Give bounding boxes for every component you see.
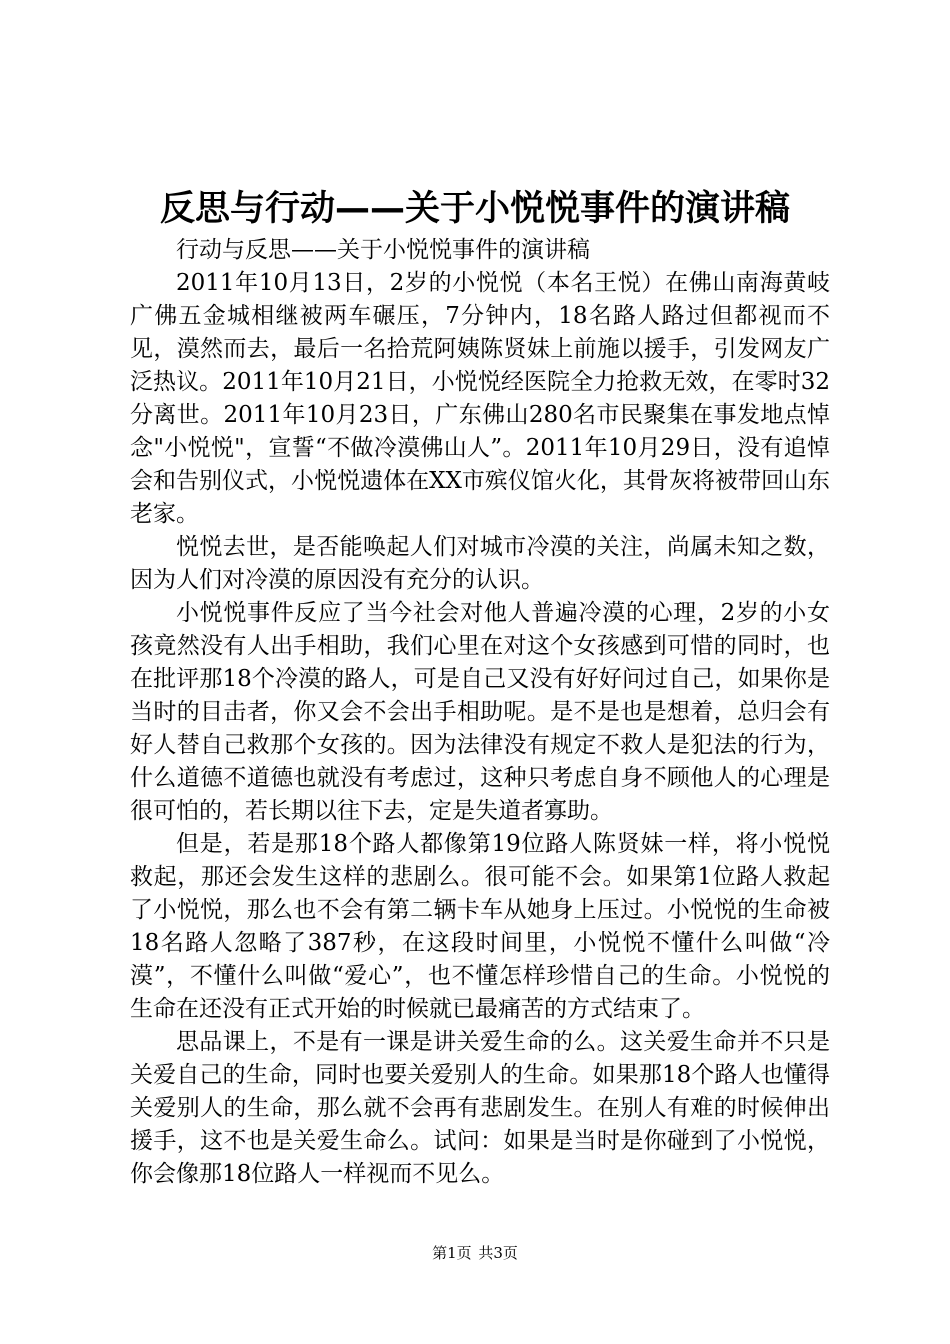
- page-footer: 第1页 共3页: [432, 1244, 518, 1262]
- paragraph-cherish-life: 思品课上，不是有一课是讲关爱生命的么。这关爱生命并不只是关爱自己的生命，同时也要关爱别人的生命。如果那18个路人也懂得关爱别人的生命，那么就不会再有悲剧发生。在别人有难的时候伸出援手，这不也是关爱生命么。试问：如果是当时是你碰到了小悦悦，你会像那18位路人一样视而不见么。: [130, 1029, 830, 1187]
- paragraph-social-indifference: 小悦悦事件反应了当今社会对他人普遍冷漠的心理，2岁的小女孩竟然没有人出手相助，我们心里在对这个女孩感到可惜的同时，也在批评那18个冷漠的路人，可是自己又没有好好问过自己，如果你是当时的目击者，你又会不会出手相助呢。是不是也是想着，总归会有好人替自己救那个女孩的。因为法律没有规定不救人是犯法的行为，什么道德不道德也就没有考虑过，这种只考虑自身不顾他人的心理是很可怕的，若长期以往下去，定是失道者寡助。: [130, 600, 830, 824]
- paragraph-hypothesis: 但是，若是那18个路人都像第19位路人陈贤妹一样，将小悦悦救起，那还会发生这样的悲剧么。很可能不会。如果第1位路人救起了小悦悦，那么也不会有第二辆卡车从她身上压过。小悦悦的生命被18名路人忽略了387秒，在这段时间里，小悦悦不懂什么叫做“冷漠”，不懂什么叫做“爱心”，也不懂怎样珍惜自己的生命。小悦悦的生命在还没有正式开始的时候就已最痛苦的方式结束了。: [130, 831, 830, 1022]
- document-body: [130, 234, 830, 1191]
- paragraph-reflection: 悦悦去世，是否能唤起人们对城市冷漠的关注，尚属未知之数，因为人们对冷漠的原因没有充分的认识。: [130, 534, 830, 593]
- paragraph-event-summary: 2011年10月13日，2岁的小悦悦（本名王悦）在佛山南海黄岐广佛五金城相继被两车碾压，7分钟内，18名路人路过但都视而不见，漠然而去，最后一名拾荒阿姨陈贤妹上前施以援手，引发网友广泛热议。2011年10月21日，小悦悦经医院全力抢救无效，在零时32分离世。2011年10月23日，广东佛山280名市民聚集在事发地点悼念"小悦悦"，宣誓“不做冷漠佛山人”。2011年10月29日，没有追悼会和告别仪式，小悦悦遗体在XX市殡仪馆火化，其骨灰将被带回山东老家。: [130, 270, 830, 527]
- paragraph-subtitle: 行动与反思——关于小悦悦事件的演讲稿: [176, 237, 590, 263]
- document-title: 反思与行动——关于小悦悦事件的演讲稿: [159, 189, 790, 229]
